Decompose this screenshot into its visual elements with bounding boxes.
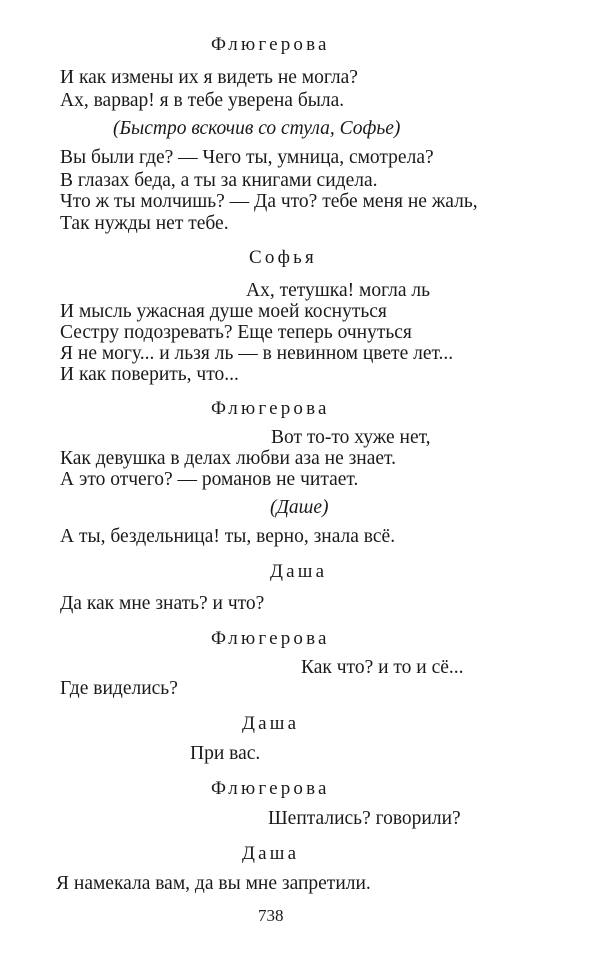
verse-line: Я не могу... и льзя ль — в невинном цвете лет... bbox=[60, 343, 454, 364]
verse-line: Шептались? говорили? bbox=[268, 808, 461, 829]
verse-line: И мысль ужасная душе моей коснуться bbox=[60, 301, 387, 322]
verse-line: Где виделись? bbox=[60, 678, 178, 699]
speaker-name: Флюгерова bbox=[211, 398, 330, 419]
verse-line: Сестру подозревать? Еще теперь очнуться bbox=[60, 322, 412, 343]
speaker-name: Софья bbox=[249, 247, 317, 268]
verse-line: Как что? и то и сё... bbox=[301, 657, 464, 678]
verse-line: Ах, варвар! я в тебе уверена была. bbox=[60, 90, 345, 111]
stage-direction: (Быстро вскочив со стула, Софье) bbox=[113, 118, 401, 139]
verse-line: Так нужды нет тебе. bbox=[60, 213, 229, 234]
verse-line: А это отчего? — романов не читает. bbox=[60, 469, 359, 490]
verse-line: Как девушка в делах любви аза не знает. bbox=[60, 448, 396, 469]
speaker-name: Флюгерова bbox=[211, 34, 330, 55]
verse-line: И как поверить, что... bbox=[60, 364, 239, 385]
verse-line: Вы были где? — Чего ты, умница, смотрела? bbox=[60, 147, 434, 168]
verse-line: В глазах беда, а ты за книгами сидела. bbox=[60, 170, 378, 191]
speaker-name: Флюгерова bbox=[211, 778, 330, 799]
verse-line: Я намекала вам, да вы мне запретили. bbox=[56, 873, 371, 894]
verse-line: Вот то-то хуже нет, bbox=[271, 427, 431, 448]
speaker-name: Даша bbox=[242, 713, 300, 734]
speaker-name: Даша bbox=[242, 843, 300, 864]
stage-direction: (Даше) bbox=[270, 497, 329, 518]
verse-line: Что ж ты молчишь? — Да что? тебе меня не жаль, bbox=[60, 191, 478, 212]
speaker-name: Даша bbox=[270, 561, 328, 582]
verse-line: При вас. bbox=[190, 743, 261, 764]
verse-line: И как измены их я видеть не могла? bbox=[60, 67, 358, 88]
page-number: 738 bbox=[258, 906, 284, 925]
verse-line: Ах, тетушка! могла ль bbox=[246, 280, 430, 301]
verse-line: Да как мне знать? и что? bbox=[60, 593, 265, 614]
speaker-name: Флюгерова bbox=[211, 628, 330, 649]
verse-line: А ты, бездельница! ты, верно, знала всё. bbox=[60, 526, 396, 547]
